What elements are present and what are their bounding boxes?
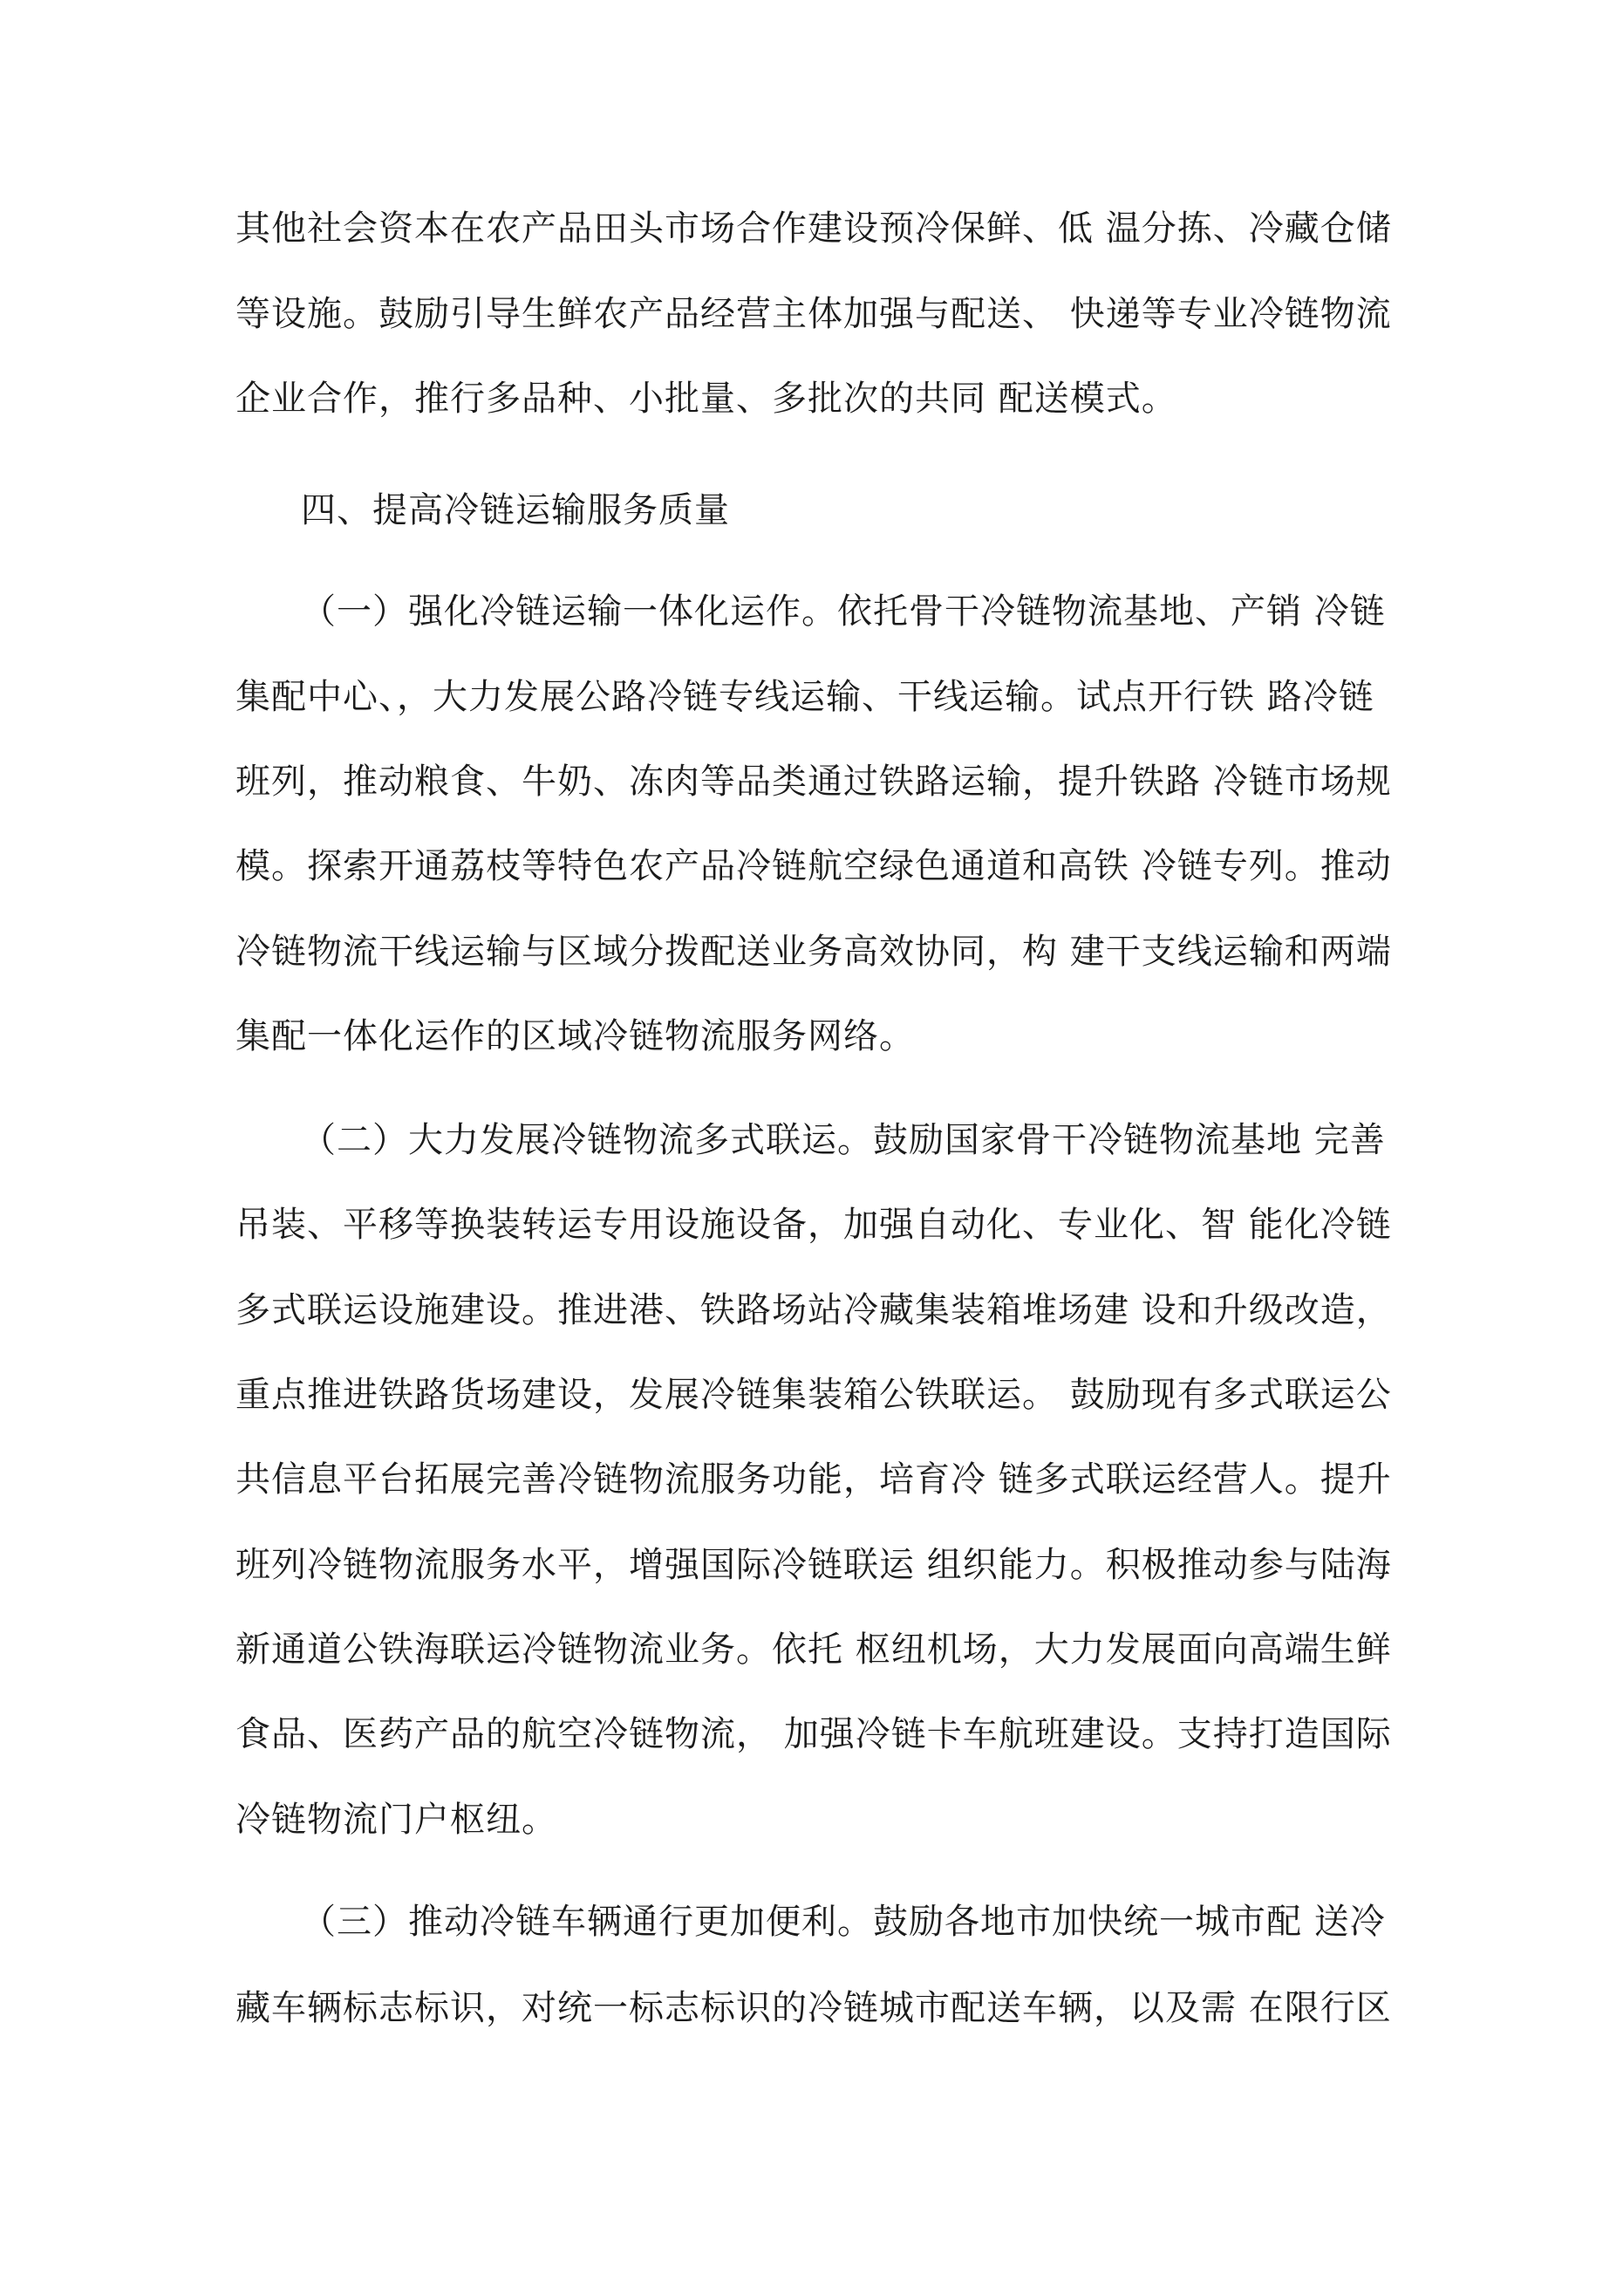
text-line: 共信息平台拓展完善冷链物流服务功能，培育冷 链多式联运经营人。提升 bbox=[235, 1459, 1392, 1500]
text-line: 班列，推动粮食、牛奶、冻肉等品类通过铁路运输，提升铁路 冷链市场规 bbox=[235, 762, 1392, 802]
text-line: 冷链物流干线运输与区域分拨配送业务高效协同，构 建干支线运输和两端 bbox=[235, 932, 1392, 972]
text-line: （一）强化冷链运输一体化运作。依托骨干冷链物流基地、产销 冷链 bbox=[301, 591, 1386, 632]
text-line: 集配中心、，大力发展公路冷链专线运输、干线运输。试点开行铁 路冷链 bbox=[235, 677, 1374, 717]
section-heading: 四、提高冷链运输服务质量 bbox=[301, 490, 730, 530]
text-line: 食品、医药产品的航空冷链物流， 加强冷链卡车航班建设。支持打造国际 bbox=[235, 1714, 1392, 1754]
text-line: （二）大力发展冷链物流多式联运。鼓励国家骨干冷链物流基地 完善 bbox=[301, 1120, 1386, 1160]
text-line: 新通道公铁海联运冷链物流业务。依托 枢纽机场，大力发展面向高端生鲜 bbox=[235, 1630, 1392, 1670]
text-line: 模。探索开通荔枝等特色农产品冷链航空绿色通道和高铁 冷链专列。推动 bbox=[235, 846, 1392, 886]
text-line: 多式联运设施建设。推进港、铁路场站冷藏集装箱堆场建 设和升级改造， bbox=[235, 1290, 1392, 1330]
text-line: 冷链物流门户枢纽。 bbox=[235, 1800, 557, 1840]
text-line: 等设施。鼓励引导生鲜农产品经营主体加强与配送、 快递等专业冷链物流 bbox=[235, 294, 1392, 334]
text-line: 班列冷链物流服务水平，增强国际冷链联运 组织能力。积极推动参与陆海 bbox=[235, 1545, 1392, 1585]
text-line: 藏车辆标志标识，对统一标志标识的冷链城市配送车辆，以及需 在限行区 bbox=[235, 1988, 1392, 2028]
text-line: （三）推动冷链车辆通行更加便利。鼓励各地市加快统一城市配 送冷 bbox=[301, 1902, 1386, 1942]
text-line: 吊装、平移等换装转运专用设施设备，加强自动化、专业化、智 能化冷链 bbox=[235, 1205, 1392, 1245]
text-line: 其他社会资本在农产品田头市场合作建设预冷保鲜、低 温分拣、冷藏仓储 bbox=[235, 208, 1392, 249]
text-line: 集配一体化运作的区域冷链物流服务网络。 bbox=[235, 1016, 915, 1056]
text-line: 重点推进铁路货场建设，发展冷链集装箱公铁联运。 鼓励现有多式联运公 bbox=[235, 1375, 1392, 1415]
text-line: 企业合作，推行多品种、小批量、多批次的共同 配送模式。 bbox=[235, 379, 1177, 419]
